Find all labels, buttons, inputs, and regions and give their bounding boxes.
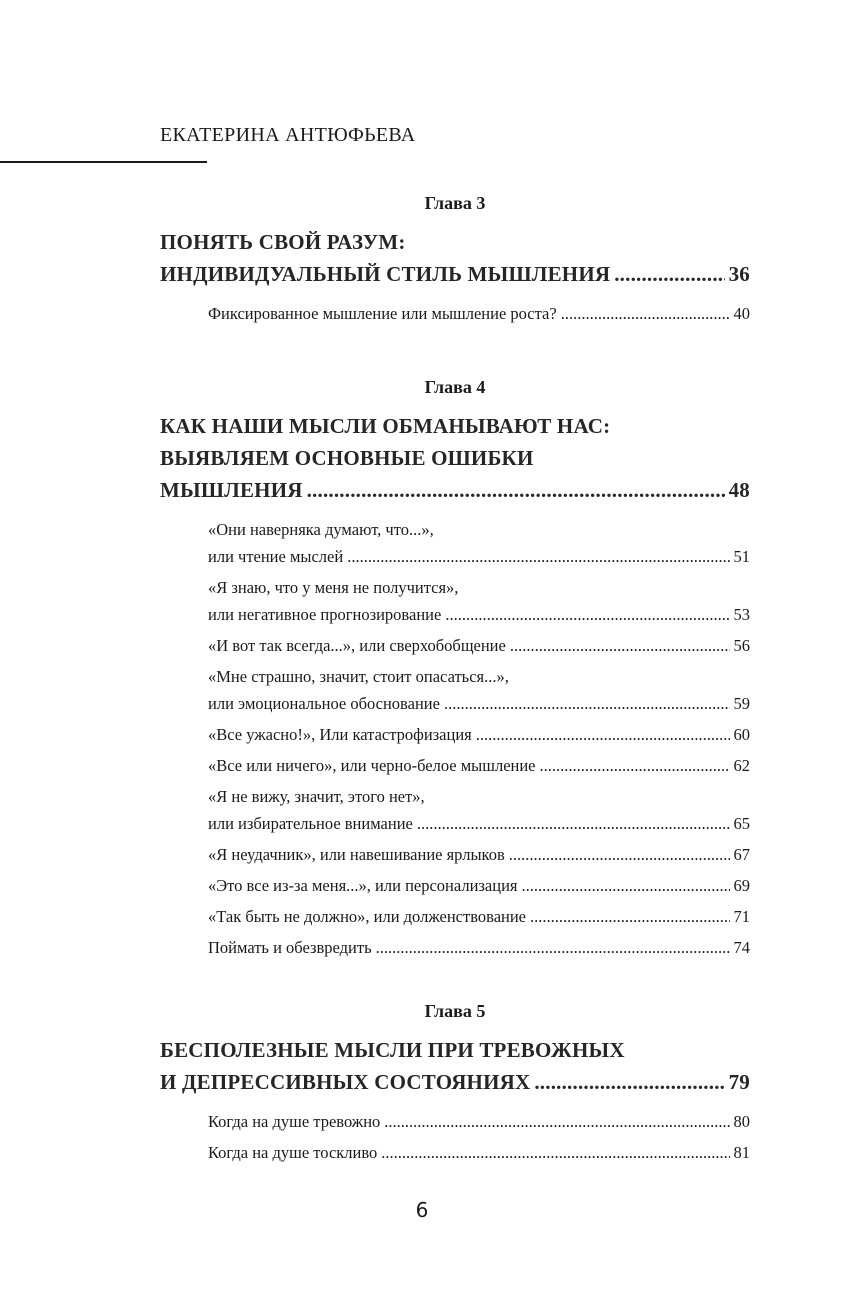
chapter-label: Глава 5: [424, 1001, 486, 1021]
dot-leader: [522, 872, 730, 899]
toc-entry: [208, 752, 750, 779]
dot-leader: [445, 601, 729, 628]
dot-leader: [444, 690, 730, 717]
page-number: 6: [415, 1198, 429, 1222]
toc-entry-text: Когда на душе тревожно: [208, 1112, 381, 1131]
toc-entry-text: «Все или ничего», или черно-белое мышление: [208, 756, 536, 775]
toc-entry-page: 62: [733, 756, 750, 775]
dot-leader: [509, 841, 730, 868]
toc-entry-text: Поймать и обезвредить: [208, 938, 372, 957]
dot-leader: [381, 1139, 729, 1166]
chapter-title-line: МЫШЛЕНИЯ: [160, 478, 303, 502]
chapter-title-line: КАК НАШИ МЫСЛИ ОБМАНЫВАЮТ НАС:: [160, 414, 611, 438]
toc-entry-text: или негативное прогнозирование: [208, 605, 442, 624]
chapter-4: [160, 377, 750, 965]
chapter-title-line: И ДЕПРЕССИВНЫХ СОСТОЯНИЯХ: [160, 1070, 531, 1094]
toc-entry: [208, 663, 750, 717]
toc-entry-page: 40: [733, 304, 750, 323]
toc-entry-text: или чтение мыслей: [208, 547, 344, 566]
dot-leader: [376, 934, 730, 961]
toc-entry-page: 65: [733, 814, 750, 833]
chapter-5: [160, 1001, 750, 1170]
toc-entry-page: 69: [733, 876, 750, 895]
toc-entry-page: 53: [733, 605, 750, 624]
toc-entry-text: «Все ужасно!», Или катастрофизация: [208, 725, 472, 744]
toc-entry: [208, 721, 750, 748]
toc-entry: [208, 872, 750, 899]
toc-entry: [208, 934, 750, 961]
toc-entry-line1: «Мне страшно, значит, стоит опасаться...»,: [208, 667, 509, 686]
chapter-page: 36: [728, 262, 750, 286]
toc-entry: [208, 632, 750, 659]
chapter-title-line: ПОНЯТЬ СВОЙ РАЗУМ:: [160, 230, 406, 254]
toc-entry-page: 71: [733, 907, 750, 926]
chapter-page: 48: [728, 478, 750, 502]
section-list: [208, 1108, 750, 1166]
chapter-title: [160, 1034, 750, 1098]
chapter-title-leader: [160, 258, 750, 290]
toc-entry-text: Фиксированное мышление или мышление роста?: [208, 304, 557, 323]
chapter-title-line: ИНДИВИДУАЛЬНЫЙ СТИЛЬ МЫШЛЕНИЯ: [160, 262, 611, 286]
toc-entry: [208, 516, 750, 570]
toc-entry-page: 60: [733, 725, 750, 744]
toc-entry-page: 67: [733, 845, 750, 864]
toc-entry-page: 59: [733, 694, 750, 713]
dot-leader: [417, 810, 730, 837]
dot-leader: [540, 752, 730, 779]
section-list: [208, 516, 750, 961]
dot-leader: [476, 721, 730, 748]
chapter-title-leader: [160, 474, 750, 506]
dot-leader: [307, 474, 725, 506]
toc-entry: [208, 783, 750, 837]
chapter-title: [160, 410, 750, 506]
header-rule: [0, 161, 207, 163]
toc-entry-page: 74: [733, 938, 750, 957]
toc-entry-text: «И вот так всегда...», или сверхобобщение: [208, 636, 506, 655]
dot-leader: [530, 903, 729, 930]
chapter-title-line: ВЫЯВЛЯЕМ ОСНОВНЫЕ ОШИБКИ: [160, 446, 534, 470]
toc-entry: [208, 574, 750, 628]
chapter-3: [160, 193, 750, 331]
toc-entry-line1: «Я не вижу, значит, этого нет»,: [208, 787, 425, 806]
dot-leader: [614, 258, 724, 290]
section-list: [208, 300, 750, 327]
toc-entry-page: 81: [733, 1143, 750, 1162]
chapter-title-line: БЕСПОЛЕЗНЫЕ МЫСЛИ ПРИ ТРЕВОЖНЫХ: [160, 1038, 625, 1062]
toc-entry-text: «Я неудачник», или навешивание ярлыков: [208, 845, 505, 864]
toc-entry-page: 51: [733, 547, 750, 566]
toc-entry: [208, 903, 750, 930]
dot-leader: [384, 1108, 729, 1135]
toc-entry-text: «Это все из-за меня...», или персонализация: [208, 876, 518, 895]
chapter-label: Глава 3: [424, 193, 486, 213]
toc-entry-text: «Так быть не должно», или долженствование: [208, 907, 527, 926]
toc-entry-text: Когда на душе тоскливо: [208, 1143, 378, 1162]
toc-entry-text: или избирательное внимание: [208, 814, 413, 833]
dot-leader: [347, 543, 729, 570]
dot-leader: [534, 1066, 724, 1098]
chapter-page: 79: [728, 1070, 750, 1094]
dot-leader: [510, 632, 730, 659]
toc-entry: [208, 1139, 750, 1166]
toc-entry-text: или эмоциональное обоснование: [208, 694, 440, 713]
dot-leader: [561, 300, 730, 327]
toc-entry-line1: «Они наверняка думают, что...»,: [208, 520, 434, 539]
running-header-author: ЕКАТЕРИНА АНТЮФЬЕВА: [160, 124, 416, 146]
toc-entry: [208, 841, 750, 868]
toc-entry-page: 56: [733, 636, 750, 655]
toc-entry-line1: «Я знаю, что у меня не получится»,: [208, 578, 459, 597]
chapter-label: Глава 4: [424, 377, 486, 397]
toc-entry: [208, 300, 750, 327]
chapter-title-leader: [160, 1066, 750, 1098]
toc-entry-page: 80: [733, 1112, 750, 1131]
chapter-title: [160, 226, 750, 290]
toc-entry: [208, 1108, 750, 1135]
